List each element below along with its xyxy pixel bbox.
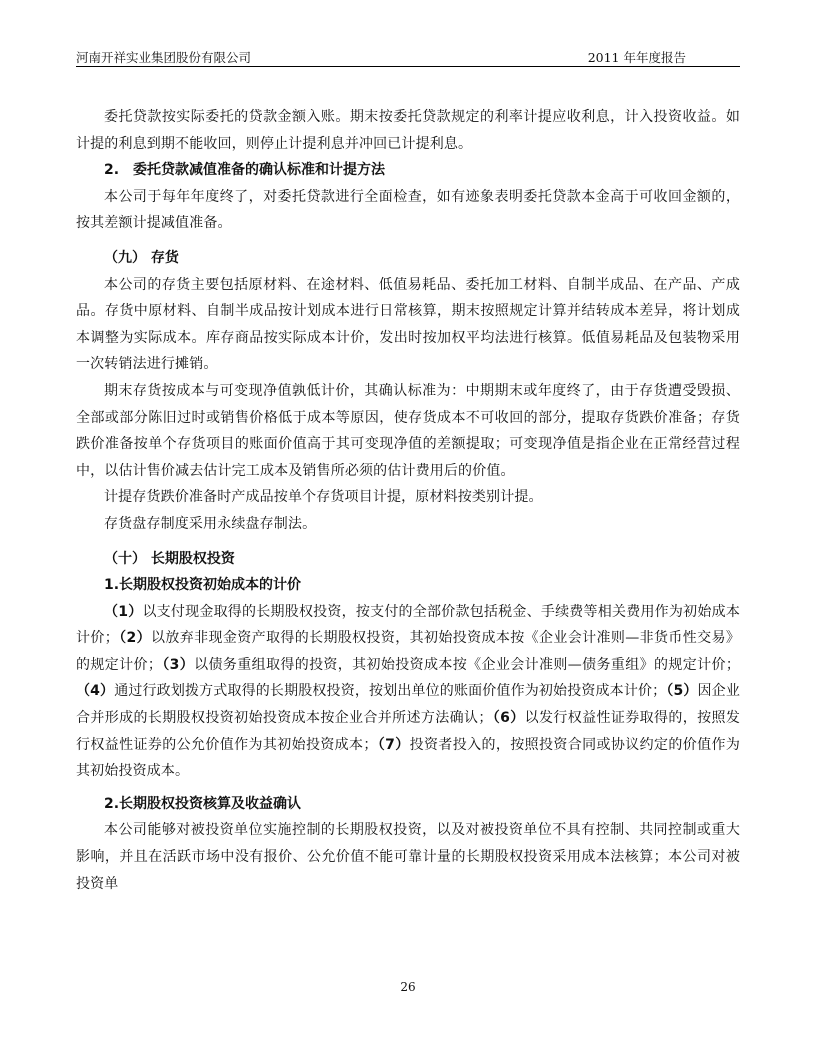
item-number: （2）: [118, 630, 151, 647]
section-heading: 2. 委托贷款减值准备的确认标准和计提方法: [104, 162, 386, 179]
text-run: 通过行政划拨方式取得的长期股权投资，按划出单位的账面价值作为初始投资成本计价；: [114, 683, 667, 700]
paragraph: 委托贷款按实际委托的贷款金额入账。期末按委托贷款规定的利率计提应收利息，计入投资收益。如计提的利息到期不能收回，则停止计提利息并冲回已计提利息。: [76, 109, 740, 152]
item-number: （3）: [162, 656, 195, 673]
item-number: （4）: [76, 683, 115, 700]
section-heading: 2.长期股权投资核算及收益确认: [104, 795, 302, 812]
section-heading: （九） 存货: [104, 249, 179, 266]
item-number: （6）: [492, 710, 525, 727]
document-body: [76, 104, 740, 897]
paragraph: 计提存货跌价准备时产成品按单个存货项目计提，原材料按类别计提。: [104, 489, 543, 506]
section-heading: 1.长期股权投资初始成本的计价: [104, 577, 302, 594]
paragraph: 本公司能够对被投资单位实施控制的长期股权投资，以及对被投资单位不具有控制、共同控制或重大影响，并且在活跃市场中没有报价、公允价值不能可靠计量的长期股权投资采用成本法核算；本公司对被投资单: [76, 822, 740, 892]
text-run: 投资者投入的，按照投资合同或协议约定的价值作为其初始投资成本。: [76, 736, 740, 780]
text-run: 以发行权益性证券取得的，按照发行权益性证券的公允价值作为其初始投资成本；: [76, 710, 740, 753]
item-number: （5）: [666, 683, 698, 700]
text-run: 以放弃非现金资产取得的长期股权投资，其初始投资成本按《企业会计准则—非货币性交易》的规定计价；: [76, 630, 740, 673]
item-number: （7）: [377, 736, 410, 753]
page-number: 26: [400, 980, 416, 994]
paragraph: [76, 599, 740, 785]
item-number: （1）: [104, 603, 143, 620]
text-run: 以债务重组取得的投资，其初始投资成本按《企业会计准则—债务重组》的规定计价；: [194, 656, 740, 673]
section-heading: （十） 长期股权投资: [104, 550, 235, 567]
paragraph: 存货盘存制度采用永续盘存制法。: [104, 515, 317, 532]
paragraph: 本公司于每年年度终了，对委托贷款进行全面检查，如有迹象表明委托贷款本金高于可收回金额的，按其差额计提减值准备。: [76, 188, 740, 232]
company-name: 河南开祥实业集团股份有限公司: [76, 50, 252, 65]
text-run: 以支付现金取得的长期股权投资，按支付的全部价款包括税金、手续费等相关费用作为初始成本计价；: [76, 603, 740, 647]
paragraph: 期末存货按成本与可变现净值孰低计价，其确认标准为：中期期末或年度终了，由于存货遭受毁损、全部或部分陈旧过时或销售价格低于成本等原因，使存货成本不可收回的部分，提取存货跌价准备；存货跌价准备按单个存货项目的账面价值高于其可变现净值的差额提取；可变现净值是指企业在正常经营过程中，以估计售价减去估计完工成本及销售所必须的估计费用后的价值。: [76, 382, 740, 479]
text-run: 因企业合并形成的长期股权投资初始投资成本按企业合并所述方法确认；: [76, 683, 740, 727]
report-title: 2011 年年度报告: [587, 50, 686, 65]
page-header: [76, 44, 740, 67]
paragraph: 本公司的存货主要包括原材料、在途材料、低值易耗品、委托加工材料、自制半成品、在产品、产成品。存货中原材料、自制半成品按计划成本进行日常核算，期末按照规定计算并结转成本差异，将计划成本调整为实际成本。库存商品按实际成本计价，发出时按加权平均法进行核算。低值易耗品及包装物采用一次转销法进行摊销。: [76, 276, 740, 373]
